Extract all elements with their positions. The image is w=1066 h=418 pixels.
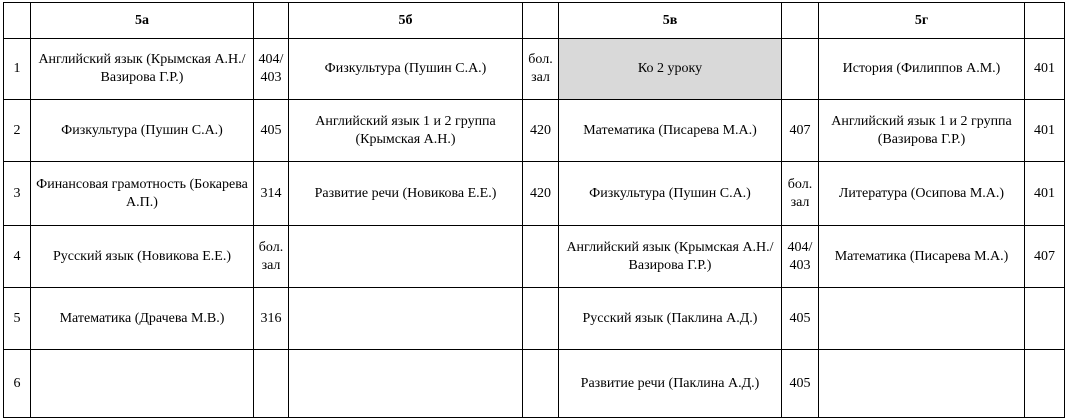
room-cell: 404/ 403 — [254, 39, 289, 100]
room-cell: 420 — [523, 162, 559, 226]
room-cell — [523, 226, 559, 288]
lesson-row — [4, 226, 1065, 288]
lesson-number: 4 — [4, 226, 31, 288]
subject-cell: Русский язык (Паклина А.Д.) — [559, 288, 782, 350]
lesson-row — [4, 350, 1065, 418]
lesson-number: 3 — [4, 162, 31, 226]
header-room-spacer — [254, 3, 289, 39]
room-cell: бол. зал — [523, 39, 559, 100]
subject-cell — [31, 350, 254, 418]
subject-cell: История (Филиппов А.М.) — [819, 39, 1025, 100]
header-room-spacer — [1025, 3, 1065, 39]
class-header-5a: 5а — [31, 3, 254, 39]
room-cell: 407 — [782, 100, 819, 162]
room-cell — [254, 350, 289, 418]
subject-cell — [289, 226, 523, 288]
subject-cell: Математика (Писарева М.А.) — [819, 226, 1025, 288]
room-cell — [1025, 288, 1065, 350]
subject-cell: Развитие речи (Новикова Е.Е.) — [289, 162, 523, 226]
room-cell: 407 — [1025, 226, 1065, 288]
class-header-5v: 5в — [559, 3, 782, 39]
subject-cell: Литература (Осипова М.А.) — [819, 162, 1025, 226]
subject-cell-highlighted: Ко 2 уроку — [559, 39, 782, 100]
lesson-number: 5 — [4, 288, 31, 350]
subject-cell: Английский язык 1 и 2 группа (Крымская А.Н.) — [289, 100, 523, 162]
room-cell — [523, 288, 559, 350]
subject-cell — [289, 288, 523, 350]
subject-cell: Физкультура (Пушин С.А.) — [31, 100, 254, 162]
lesson-row — [4, 39, 1065, 100]
subject-cell: Физкультура (Пушин С.А.) — [559, 162, 782, 226]
subject-cell: Финансовая грамотность (Бокарева А.П.) — [31, 162, 254, 226]
subject-cell: Английский язык 1 и 2 группа (Вазирова Г.Р.) — [819, 100, 1025, 162]
subject-cell: Математика (Писарева М.А.) — [559, 100, 782, 162]
subject-cell — [289, 350, 523, 418]
room-cell: 314 — [254, 162, 289, 226]
subject-cell: Физкультура (Пушин С.А.) — [289, 39, 523, 100]
header-room-spacer — [523, 3, 559, 39]
room-cell: 405 — [254, 100, 289, 162]
lesson-number: 1 — [4, 39, 31, 100]
lesson-number: 6 — [4, 350, 31, 418]
room-cell — [1025, 350, 1065, 418]
room-cell: 420 — [523, 100, 559, 162]
room-cell — [782, 39, 819, 100]
corner-cell — [4, 3, 31, 39]
room-cell — [523, 350, 559, 418]
room-cell: 401 — [1025, 39, 1065, 100]
room-cell: бол. зал — [254, 226, 289, 288]
header-row — [4, 3, 1065, 39]
subject-cell — [819, 350, 1025, 418]
lesson-row — [4, 288, 1065, 350]
class-header-5b: 5б — [289, 3, 523, 39]
room-cell: 401 — [1025, 162, 1065, 226]
room-cell: 316 — [254, 288, 289, 350]
subject-cell: Английский язык (Крымская А.Н./Вазирова Г.Р.) — [31, 39, 254, 100]
room-cell: 401 — [1025, 100, 1065, 162]
lesson-number: 2 — [4, 100, 31, 162]
lesson-row — [4, 162, 1065, 226]
room-cell: 405 — [782, 288, 819, 350]
subject-cell: Математика (Драчева М.В.) — [31, 288, 254, 350]
subject-cell: Английский язык (Крымская А.Н./Вазирова Г.Р.) — [559, 226, 782, 288]
subject-cell — [819, 288, 1025, 350]
room-cell: 404/ 403 — [782, 226, 819, 288]
subject-cell: Русский язык (Новикова Е.Е.) — [31, 226, 254, 288]
header-room-spacer — [782, 3, 819, 39]
subject-cell: Развитие речи (Паклина А.Д.) — [559, 350, 782, 418]
schedule-table — [3, 2, 1065, 418]
class-header-5g: 5г — [819, 3, 1025, 39]
room-cell: бол. зал — [782, 162, 819, 226]
lesson-row — [4, 100, 1065, 162]
room-cell: 405 — [782, 350, 819, 418]
